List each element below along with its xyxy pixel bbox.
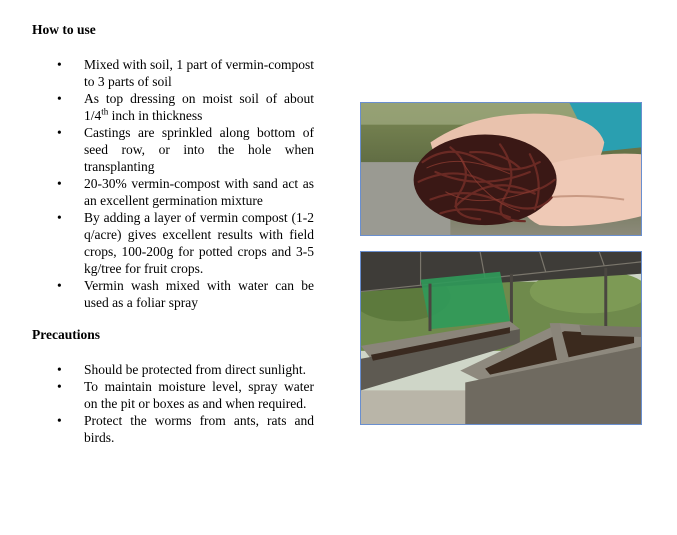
how-to-use-heading: How to use bbox=[32, 22, 96, 37]
list-item: • Castings are sprinkled along bottom of seed row, or into the hole when transplanting bbox=[56, 124, 314, 175]
precautions-list bbox=[56, 361, 314, 446]
list-item: • Mixed with soil, 1 part of vermin-compost to 3 parts of soil bbox=[56, 56, 314, 90]
list-item: • Protect the worms from ants, rats and birds. bbox=[56, 412, 314, 446]
list-item: • 20-30% vermin-compost with sand act as an excellent germination mixture bbox=[56, 175, 314, 209]
list-item: • By adding a layer of vermin compost (1-2 q/acre) gives excellent results with field crops, 100-200g for potted crops and 3-5 kg/tree for fruit crops. bbox=[56, 209, 314, 277]
how-to-use-list bbox=[56, 56, 314, 311]
earthworms-illustration bbox=[361, 103, 641, 235]
list-item: • To maintain moisture level, spray water on the pit or boxes as and when required. bbox=[56, 378, 314, 412]
vermicompost-pits-photo bbox=[360, 251, 642, 425]
compost-pits-illustration bbox=[361, 252, 641, 424]
superscript-th: th bbox=[101, 106, 109, 117]
list-item: • Should be protected from direct sunlight. bbox=[56, 361, 314, 378]
earthworms-in-hands-photo bbox=[360, 102, 642, 236]
list-item-text: inch in thickness bbox=[108, 108, 203, 123]
list-item-text: As top dressing on moist soil of about 1/4 bbox=[84, 91, 314, 123]
precautions-heading: Precautions bbox=[32, 327, 100, 342]
list-item bbox=[56, 90, 314, 124]
list-item: • Vermin wash mixed with water can be used as a foliar spray bbox=[56, 277, 314, 311]
